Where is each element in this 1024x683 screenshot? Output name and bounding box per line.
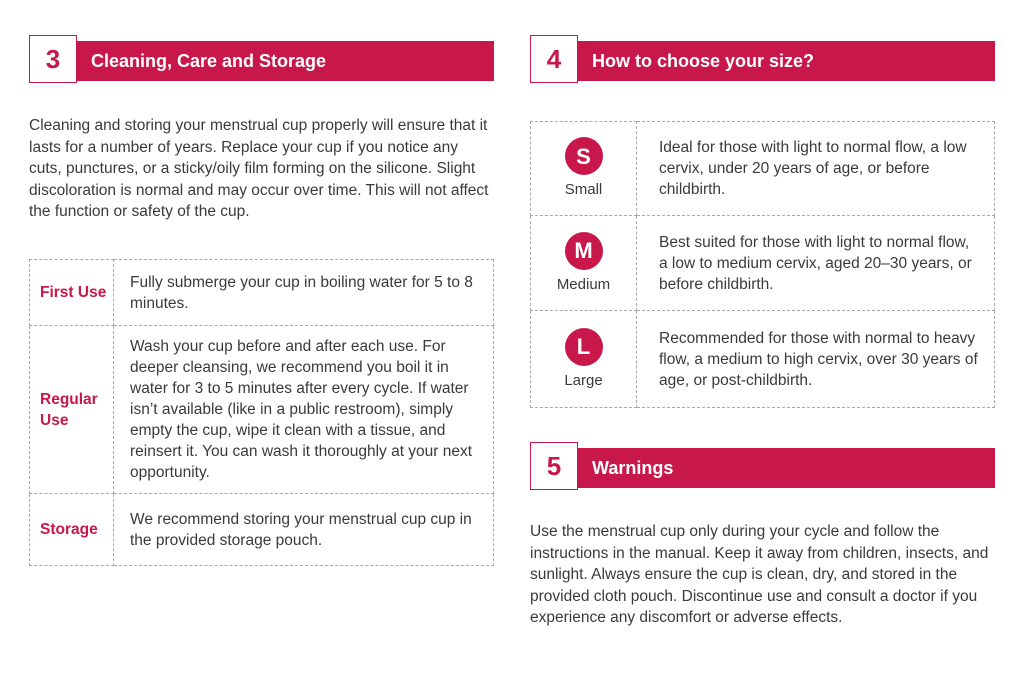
- warnings-text: Use the menstrual cup only during your cycle and follow the instructions in the manual. Keep it away from children, insects, and sunlight. Always ensure the cup is clean, dry, and stored in the provided cloth pouch. Discontinue use and consult a doctor if you experience any discomfort or adverse effects.: [530, 523, 989, 626]
- section-3-title: Cleaning, Care and Storage: [91, 51, 327, 71]
- row-label-regular-use: Regular Use: [30, 326, 114, 494]
- size-badge-m: M: [565, 232, 603, 270]
- section-3-header: [29, 41, 494, 81]
- size-badge-s: S: [565, 137, 603, 175]
- size-name-medium: Medium: [556, 275, 611, 293]
- size-name-large: Large: [564, 371, 603, 389]
- table-row: [30, 494, 494, 566]
- table-row: [30, 260, 494, 326]
- section-5-number: 5: [530, 442, 578, 490]
- size-table: [530, 121, 995, 408]
- size-text-large: Recommended for those with normal to heavy flow, a medium to high cervix, over 30 years of age, or post-childbirth.: [637, 311, 995, 408]
- section-3-intro: Cleaning and storing your menstrual cup properly will ensure that it lasts for a number of years. Replace your cup if you notice any cuts, punctures, or a sticky/oily film forming on the silicone. Slight discoloration is normal and may occur over time. This will not affect the function or safety of the cup.: [29, 117, 489, 220]
- row-label-storage: Storage: [30, 494, 114, 566]
- size-cell-medium: [531, 216, 637, 311]
- table-row: [30, 326, 494, 494]
- size-row-medium: [531, 216, 995, 311]
- size-text-medium: Best suited for those with light to normal flow, a low to medium cervix, aged 20–30 years, or before childbirth.: [637, 216, 995, 311]
- size-text-small: Ideal for those with light to normal flow, a low cervix, under 20 years of age, or before childbirth.: [637, 122, 995, 216]
- size-cell-small: [531, 122, 637, 216]
- size-row-small: [531, 122, 995, 216]
- section-3-number: 3: [29, 35, 77, 83]
- size-badge-l: L: [565, 328, 603, 366]
- section-5-header: [530, 448, 995, 488]
- size-row-large: [531, 311, 995, 408]
- size-cell-large: [531, 311, 637, 408]
- size-name-small: Small: [564, 181, 603, 198]
- section-4-title: How to choose your size?: [592, 51, 815, 71]
- row-text-regular-use: Wash your cup before and after each use. For deeper cleansing, we recommend you boil it in water for 3 to 5 minutes after every cycle. If water isn’t available (like in a public restroom), simply empty the cup, wipe it clean with a tissue, and reinsert it. You can wash it thoroughly at your next opportunity.: [114, 326, 494, 494]
- row-text-first-use: Fully submerge your cup in boiling water for 5 to 8 minutes.: [114, 260, 494, 326]
- cleaning-table: [29, 259, 494, 566]
- row-text-storage: We recommend storing your menstrual cup cup in the provided storage pouch.: [114, 494, 494, 566]
- section-4-header: [530, 41, 995, 81]
- section-4-number: 4: [530, 35, 578, 83]
- section-5-title: Warnings: [592, 458, 674, 478]
- row-label-first-use: First Use: [30, 260, 114, 326]
